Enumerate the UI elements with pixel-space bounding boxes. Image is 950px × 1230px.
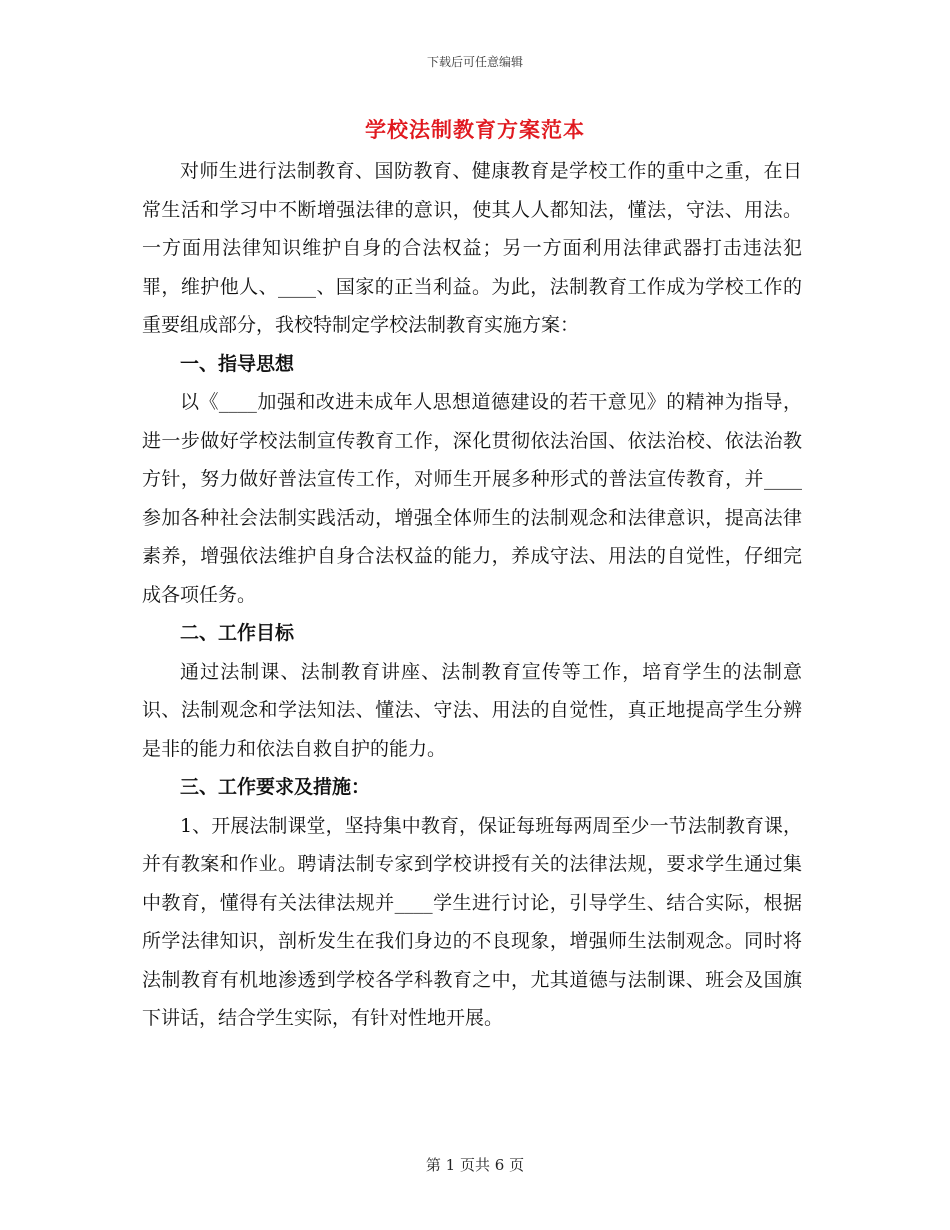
document-body [142,152,802,1038]
page-footer: 第 1 页共 6 页 [425,1156,525,1174]
section-heading-requirements: 三、工作要求及措施： [180,776,371,798]
section-heading-work-goals: 二、工作目标 [180,622,295,644]
guiding-ideology-paragraph: 以《____加强和改进未成年人思想道德建设的若干意见》的精神为指导，进一步做好学校法制宣传教育工作，深化贯彻依法治国、依法治校、依法治教方针，努力做好普法宣传工作，对师生开展多种形式的普法宣传教育，并____参加各种社会法制实践活动，增强全体师生的法制观念和法律意识，提高法律素养，增强依法维护自身合法权益的能力，养成守法、用法的自觉性，仔细完成各项任务。 [142,391,802,606]
document-title: 学校法制教育方案范本 [365,117,585,142]
section-heading-guiding-ideology: 一、指导思想 [180,352,295,375]
header-note: 下载后可任意编辑 [426,55,523,69]
requirement-item-1: 1、开展法制课堂，坚持集中教育，保证每班每两周至少一节法制教育课，并有教案和作业。聘请法制专家到学校讲授有关的法律法规，要求学生通过集中教育，懂得有关法律法规并____学生进行讨论，引导学生、结合实际，根据所学法律知识，剖析发生在我们身边的不良现象，增强师生法制观念。同时将法制教育有机地渗透到学校各学科教育之中，尤其道德与法制课、班会及国旗下讲话，结合学生实际，有针对性地开展。 [142,814,802,1029]
intro-paragraph: 对师生进行法制教育、国防教育、健康教育是学校工作的重中之重，在日常生活和学习中不断增强法律的意识，使其人人都知法，懂法，守法、用法。一方面用法律知识维护自身的合法权益；另一方面利用法律武器打击违法犯罪，维护他人、____、国家的正当利益。为此，法制教育工作成为学校工作的重要组成部分，我校特制定学校法制教育实施方案： [142,160,802,336]
work-goals-paragraph: 通过法制课、法制教育讲座、法制教育宣传等工作，培育学生的法制意识、法制观念和学法知法、懂法、守法、用法的自觉性，真正地提高学生分辨是非的能力和依法自救自护的能力。 [142,660,802,760]
